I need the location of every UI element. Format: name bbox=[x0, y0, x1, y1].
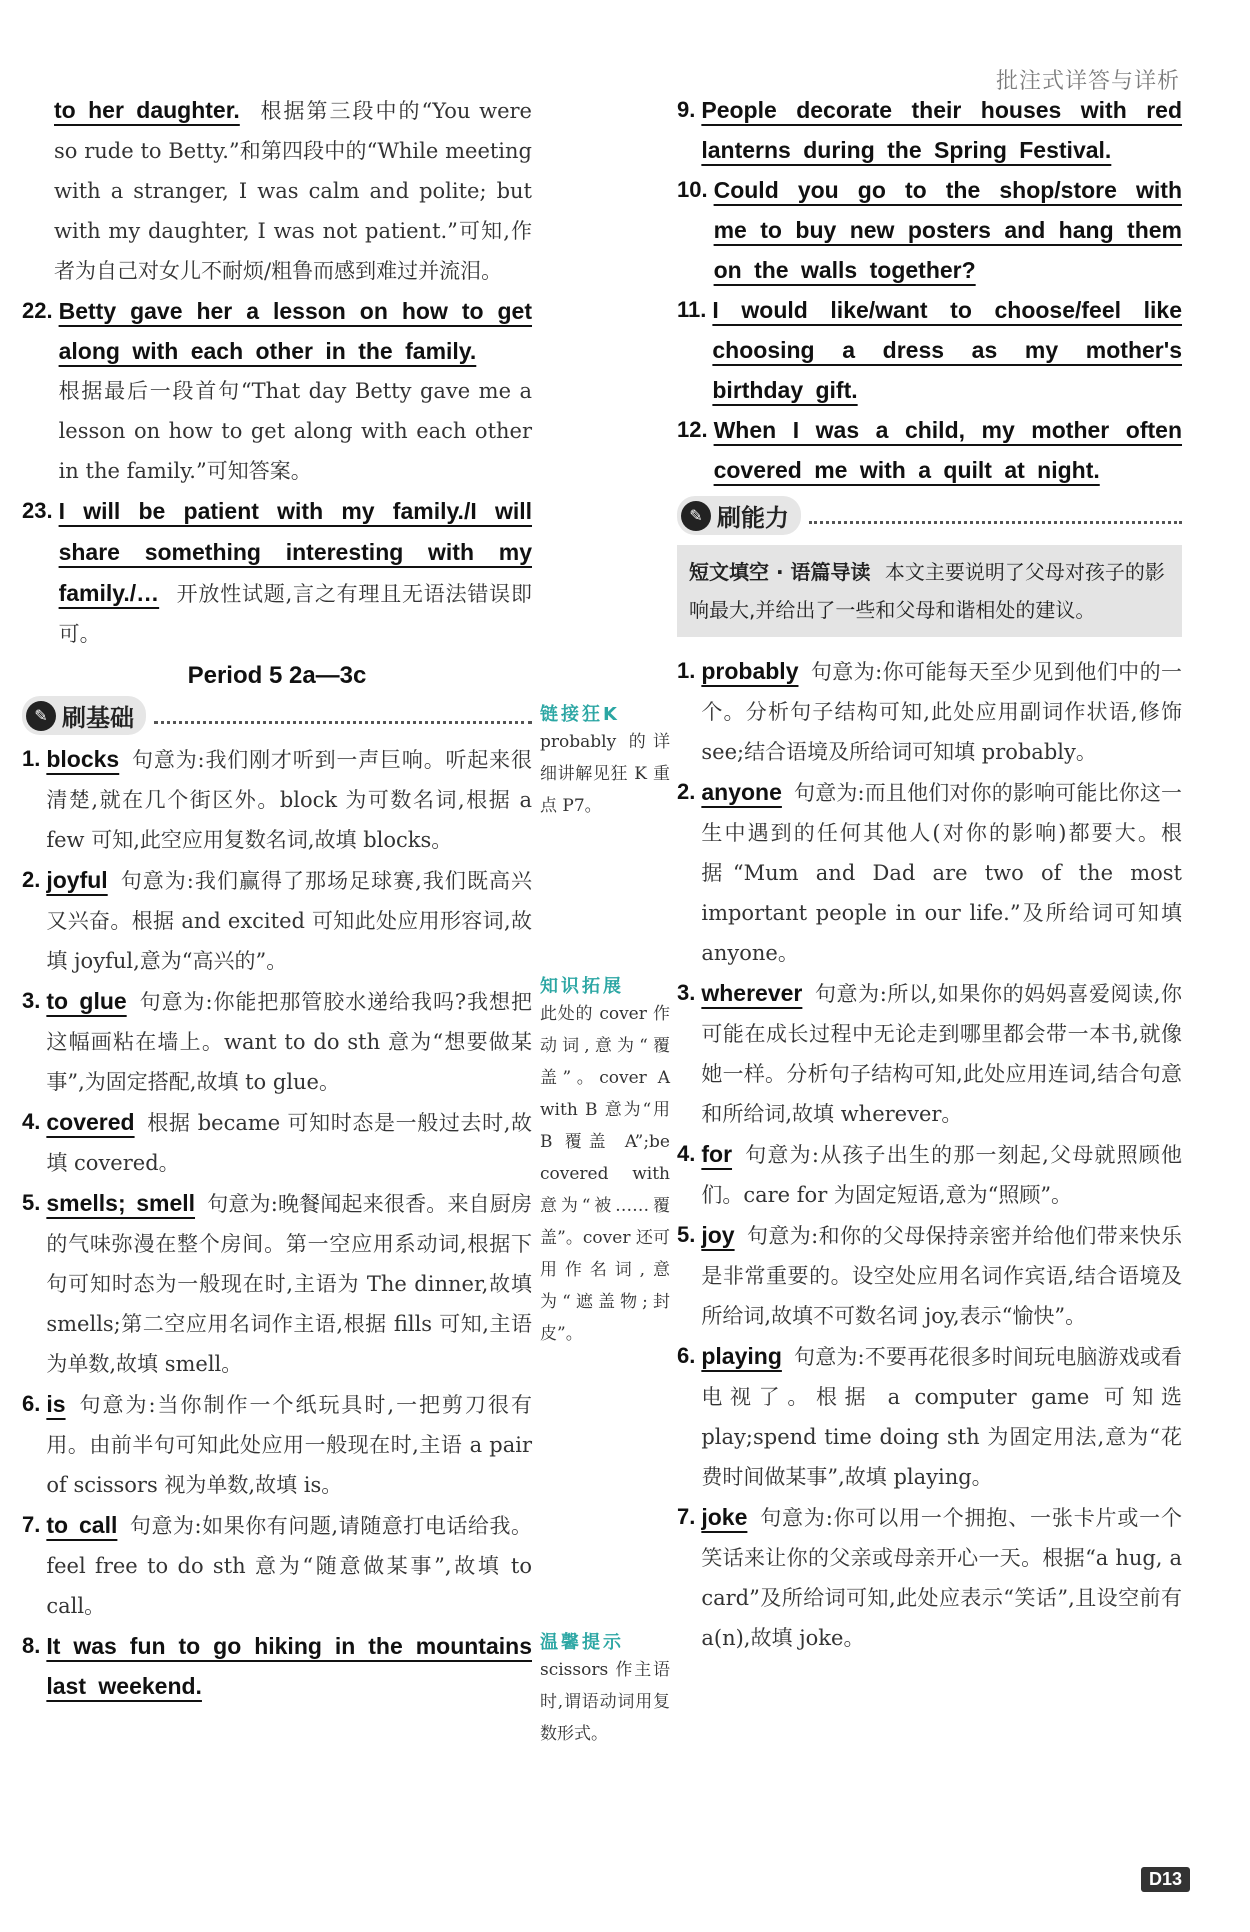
list-item bbox=[677, 651, 1182, 772]
explanation: 句意为:而且他们对你的影响可能比你这一生中遇到的任何其他人(对你的影响)都要大。根据“Mum and Dad are two of the most important people in our life.”及所给词可知填 anyone。 bbox=[701, 781, 1182, 965]
margin-text: scissors 作主语时,谓语动词用复数形式。 bbox=[540, 1660, 670, 1744]
question-number: 7. bbox=[677, 1504, 696, 1529]
margin-title: 温馨提示 bbox=[540, 1632, 624, 1653]
question-number: 4. bbox=[22, 1109, 41, 1134]
explanation: 句意为:晚餐闻起来很香。来自厨房的气味弥漫在整个房间。第一空应用系动词,根据下句可知时态为一般现在时,主语为 The dinner,故填 smells;第二空应用名词作主语,根据 fills 可知,主语为单数,故填 smell。 bbox=[46, 1192, 533, 1376]
badge-ability bbox=[677, 496, 801, 535]
question-number: 3. bbox=[22, 988, 41, 1013]
list-item bbox=[22, 1183, 532, 1384]
list-item bbox=[22, 1626, 532, 1706]
list-item bbox=[677, 1497, 1182, 1658]
continued-answer bbox=[22, 90, 532, 291]
header-title: 批注式详答与详析 bbox=[995, 69, 1180, 94]
list-item bbox=[22, 1102, 532, 1183]
question-number: 3. bbox=[677, 980, 696, 1005]
answer: for bbox=[701, 1141, 733, 1167]
answer: People decorate their houses with red lanterns during the Spring Festival. bbox=[701, 97, 1182, 163]
question-number: 23. bbox=[22, 498, 53, 523]
explanation: 开放性试题,言之有理且无语法错误即可。 bbox=[58, 582, 532, 646]
list-item bbox=[677, 973, 1182, 1134]
list-item bbox=[677, 1134, 1182, 1215]
answer: I would like/want to choose/feel like choosing a dress as my mother's birthday gift. bbox=[712, 297, 1182, 403]
answer: covered bbox=[46, 1109, 135, 1135]
list-item bbox=[22, 1505, 532, 1626]
question-number: 6. bbox=[22, 1391, 41, 1416]
guide-label: 短文填空 · 语篇导读 bbox=[689, 560, 871, 584]
answer: blocks bbox=[46, 746, 120, 772]
badge-label: 刷基础 bbox=[62, 704, 134, 732]
question-number: 11. bbox=[677, 297, 707, 322]
question-number: 10. bbox=[677, 177, 708, 202]
dotted-divider bbox=[154, 707, 532, 724]
margin-text: probably 的详细讲解见狂 K 重点 P7。 bbox=[540, 732, 670, 816]
answer: wherever bbox=[701, 980, 803, 1006]
pen-icon: ✎ bbox=[681, 501, 711, 531]
question-number: 5. bbox=[22, 1190, 41, 1215]
explanation: 句意为:从孩子出生的那一刻起,父母就照顾他们。care for 为固定短语,意为“照顾”。 bbox=[701, 1143, 1182, 1207]
answer: is bbox=[46, 1391, 66, 1417]
margin-link-note bbox=[540, 700, 670, 822]
list-item bbox=[22, 981, 532, 1102]
explanation: 句意为:我们刚才听到一声巨响。听起来很清楚,就在几个街区外。block 为可数名词,根据 a few 可知,此空应用复数名词,故填 blocks。 bbox=[46, 748, 532, 852]
question-12 bbox=[677, 410, 1182, 490]
list-item bbox=[677, 772, 1182, 973]
right-column bbox=[677, 90, 1182, 1658]
section-basic bbox=[22, 696, 532, 735]
answer: probably bbox=[701, 658, 799, 684]
question-number: 8. bbox=[22, 1633, 41, 1658]
section-ability bbox=[677, 496, 1182, 535]
question-number: 9. bbox=[677, 97, 696, 122]
list-item bbox=[22, 1384, 532, 1505]
question-number: 5. bbox=[677, 1222, 696, 1247]
margin-tip-note bbox=[540, 1628, 670, 1750]
left-column bbox=[22, 90, 532, 1706]
list-item bbox=[22, 860, 532, 981]
question-11 bbox=[677, 290, 1182, 410]
margin-title: 链接狂K bbox=[540, 704, 620, 725]
explanation: 句意为:如果你有问题,请随意打电话给我。feel free to do sth 意为“随意做某事”,故填 to call。 bbox=[46, 1514, 533, 1618]
list-item bbox=[22, 739, 532, 860]
pen-icon: ✎ bbox=[26, 701, 56, 731]
answer: Betty gave her a lesson on how to get along with each other in the family. bbox=[58, 298, 532, 364]
answer: anyone bbox=[701, 779, 782, 805]
list-item bbox=[677, 1336, 1182, 1497]
answer: smells; smell bbox=[46, 1190, 196, 1216]
guide-text: 本文主要说明了父母对孩子的影响最大,并给出了一些和父母和谐相处的建议。 bbox=[689, 560, 1165, 622]
margin-title: 知识拓展 bbox=[540, 976, 624, 997]
question-number: 4. bbox=[677, 1141, 696, 1166]
explanation: 句意为:我们赢得了那场足球赛,我们既高兴又兴奋。根据 and excited 可知此处应用形容词,故填 joyful,意为“高兴的”。 bbox=[46, 869, 532, 973]
question-number: 7. bbox=[22, 1512, 41, 1537]
answer: joyful bbox=[46, 867, 108, 893]
margin-text: 此处的 cover 作动词,意为“覆盖”。cover A with B 意为“用 B 覆盖 A”;be covered with 意为“被……覆盖”。cover 还可用作名词,意为“遮盖物;封皮”。 bbox=[540, 1004, 670, 1344]
explanation: 句意为:所以,如果你的妈妈喜爱阅读,你可能在成长过程中无论走到哪里都会带一本书,就像她一样。分析句子结构可知,此处应用连词,结合句意和所给词,故填 wherever。 bbox=[701, 982, 1182, 1126]
question-number: 1. bbox=[22, 746, 41, 771]
period-heading: Period 5 2a—3c bbox=[187, 662, 367, 689]
page-number: D13 bbox=[1141, 1867, 1190, 1892]
reading-guide bbox=[677, 545, 1182, 637]
answer: playing bbox=[701, 1343, 782, 1369]
answer: to call bbox=[46, 1512, 118, 1538]
explanation: 根据第三段中的“You were so rude to Betty.”和第四段中的“While meeting with a stranger, I was calm and polite; but with my daughter, I was not patient.”可知,作者为自己对女儿不耐烦/粗鲁而感到难过并流泪。 bbox=[54, 99, 532, 283]
explanation: 句意为:不要再花很多时间玩电脑游戏或看电视了。根据 a computer game 可知选 play;spend time doing sth 为固定用法,意为“花费时间做某事”,故填 playing。 bbox=[701, 1345, 1182, 1489]
answer: Could you go to the shop/store with me to buy new posters and hang them on the walls together? bbox=[713, 177, 1182, 283]
answer: It was fun to go hiking in the mountains last weekend. bbox=[46, 1633, 532, 1699]
list-item bbox=[677, 1215, 1182, 1336]
explanation: 根据 became 可知时态是一般过去时,故填 covered。 bbox=[46, 1111, 532, 1175]
answer: joy bbox=[701, 1222, 735, 1248]
margin-knowledge-note bbox=[540, 972, 670, 1350]
question-22 bbox=[22, 291, 532, 491]
explanation: 根据最后一段首句“That day Betty gave me a lesson on how to get along with each other in the family.”可知答案。 bbox=[58, 379, 532, 483]
answer: I will be patient with my family./I will share something interesting with my family./… bbox=[58, 498, 532, 606]
question-number: 22. bbox=[22, 298, 53, 323]
question-9 bbox=[677, 90, 1182, 170]
badge-basic bbox=[22, 696, 146, 735]
answer: to her daughter. bbox=[54, 97, 240, 123]
explanation: 句意为:你可以用一个拥抱、一张卡片或一个笑话来让你的父亲或母亲开心一天。根据“a hug, a card”及所给词可知,此处应表示“笑话”,且设空前有 a(n),故填 joke。 bbox=[701, 1506, 1182, 1650]
answer: joke bbox=[701, 1504, 748, 1530]
question-10 bbox=[677, 170, 1182, 290]
question-number: 2. bbox=[22, 867, 41, 892]
question-number: 6. bbox=[677, 1343, 696, 1368]
explanation: 句意为:你能把那管胶水递给我吗?我想把这幅画粘在墙上。want to do sth 意为“想要做某事”,为固定搭配,故填 to glue。 bbox=[46, 990, 532, 1094]
explanation: 句意为:和你的父母保持亲密并给他们带来快乐是非常重要的。设空处应用名词作宾语,结合语境及所给词,故填不可数名词 joy,表示“愉快”。 bbox=[701, 1224, 1182, 1328]
explanation: 句意为:当你制作一个纸玩具时,一把剪刀很有用。由前半句可知此处应用一般现在时,主语 a pair of scissors 视为单数,故填 is。 bbox=[46, 1393, 532, 1497]
answer: When I was a child, my mother often covered me with a quilt at night. bbox=[713, 417, 1182, 483]
explanation: 句意为:你可能每天至少见到他们中的一个。分析句子结构可知,此处应用副词作状语,修饰 see;结合语境及所给词可知填 probably。 bbox=[701, 660, 1182, 764]
badge-label: 刷能力 bbox=[717, 504, 789, 532]
question-23 bbox=[22, 491, 532, 654]
question-number: 12. bbox=[677, 417, 708, 442]
answer: to glue bbox=[46, 988, 127, 1014]
question-number: 2. bbox=[677, 779, 696, 804]
dotted-divider bbox=[809, 507, 1182, 524]
question-number: 1. bbox=[677, 658, 696, 683]
